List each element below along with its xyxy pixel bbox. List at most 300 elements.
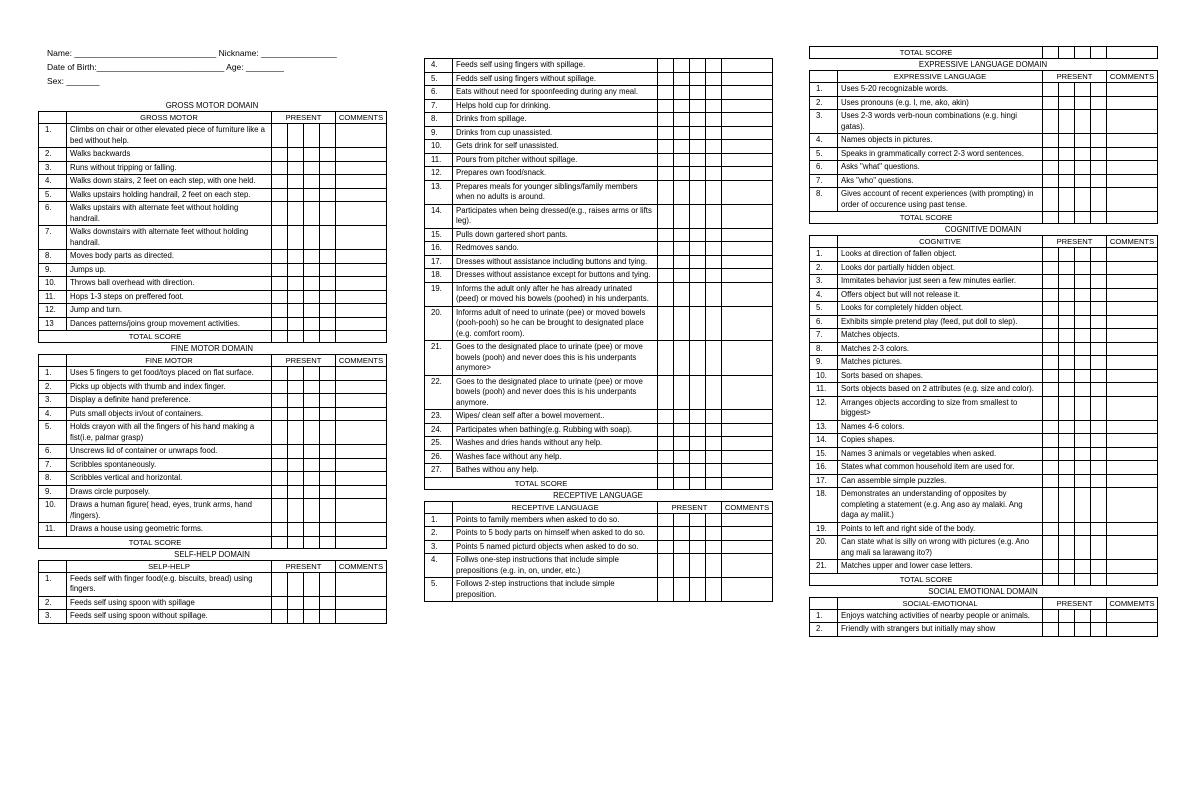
- present-check-cell[interactable]: [1075, 396, 1091, 420]
- present-check-cell[interactable]: [304, 394, 320, 408]
- present-check-cell[interactable]: [1059, 383, 1075, 397]
- present-check-cell[interactable]: [304, 407, 320, 421]
- comments-cell[interactable]: [1107, 329, 1158, 343]
- present-check-cell[interactable]: [320, 331, 336, 343]
- present-check-cell[interactable]: [272, 572, 288, 596]
- present-check-cell[interactable]: [658, 153, 674, 167]
- present-check-cell[interactable]: [674, 306, 690, 341]
- present-check-cell[interactable]: [288, 226, 304, 250]
- present-check-cell[interactable]: [674, 423, 690, 437]
- present-check-cell[interactable]: [674, 464, 690, 478]
- present-check-cell[interactable]: [658, 204, 674, 228]
- present-check-cell[interactable]: [288, 536, 304, 548]
- present-check-cell[interactable]: [1091, 161, 1107, 175]
- present-check-cell[interactable]: [272, 485, 288, 499]
- present-check-cell[interactable]: [288, 202, 304, 226]
- present-check-cell[interactable]: [706, 269, 722, 283]
- comments-cell[interactable]: [336, 188, 387, 202]
- present-check-cell[interactable]: [690, 477, 706, 489]
- present-check-cell[interactable]: [1043, 396, 1059, 420]
- present-check-cell[interactable]: [690, 269, 706, 283]
- present-check-cell[interactable]: [1043, 261, 1059, 275]
- present-check-cell[interactable]: [658, 126, 674, 140]
- present-check-cell[interactable]: [1075, 329, 1091, 343]
- present-check-cell[interactable]: [1059, 573, 1075, 585]
- present-check-cell[interactable]: [706, 341, 722, 376]
- present-check-cell[interactable]: [304, 263, 320, 277]
- present-check-cell[interactable]: [1043, 174, 1059, 188]
- present-check-cell[interactable]: [288, 367, 304, 381]
- comments-cell[interactable]: [1107, 174, 1158, 188]
- present-check-cell[interactable]: [288, 610, 304, 624]
- comments-cell[interactable]: [722, 228, 773, 242]
- present-check-cell[interactable]: [1043, 474, 1059, 488]
- present-check-cell[interactable]: [1091, 573, 1107, 585]
- comments-cell[interactable]: [1107, 356, 1158, 370]
- present-check-cell[interactable]: [1075, 447, 1091, 461]
- present-check-cell[interactable]: [1075, 420, 1091, 434]
- comments-cell[interactable]: [1107, 315, 1158, 329]
- present-check-cell[interactable]: [1059, 623, 1075, 637]
- present-check-cell[interactable]: [706, 180, 722, 204]
- present-check-cell[interactable]: [690, 167, 706, 181]
- comments-cell[interactable]: [1107, 369, 1158, 383]
- comments-cell[interactable]: [336, 277, 387, 291]
- present-check-cell[interactable]: [1043, 383, 1059, 397]
- present-check-cell[interactable]: [674, 228, 690, 242]
- present-check-cell[interactable]: [1043, 188, 1059, 212]
- present-check-cell[interactable]: [690, 554, 706, 578]
- present-check-cell[interactable]: [288, 148, 304, 162]
- present-check-cell[interactable]: [674, 204, 690, 228]
- present-check-cell[interactable]: [320, 380, 336, 394]
- present-check-cell[interactable]: [1043, 447, 1059, 461]
- present-check-cell[interactable]: [1059, 461, 1075, 475]
- present-check-cell[interactable]: [1075, 248, 1091, 262]
- present-check-cell[interactable]: [272, 304, 288, 318]
- comments-cell[interactable]: [336, 124, 387, 148]
- present-check-cell[interactable]: [1091, 396, 1107, 420]
- present-check-cell[interactable]: [674, 180, 690, 204]
- present-check-cell[interactable]: [304, 367, 320, 381]
- present-check-cell[interactable]: [272, 499, 288, 523]
- present-check-cell[interactable]: [690, 540, 706, 554]
- present-check-cell[interactable]: [272, 202, 288, 226]
- present-check-cell[interactable]: [272, 610, 288, 624]
- present-check-cell[interactable]: [658, 140, 674, 154]
- present-check-cell[interactable]: [1075, 342, 1091, 356]
- present-check-cell[interactable]: [658, 99, 674, 113]
- present-check-cell[interactable]: [1059, 434, 1075, 448]
- present-check-cell[interactable]: [304, 380, 320, 394]
- present-check-cell[interactable]: [288, 290, 304, 304]
- present-check-cell[interactable]: [272, 124, 288, 148]
- present-check-cell[interactable]: [1043, 560, 1059, 574]
- present-check-cell[interactable]: [272, 445, 288, 459]
- present-check-cell[interactable]: [690, 513, 706, 527]
- present-check-cell[interactable]: [1059, 96, 1075, 110]
- present-check-cell[interactable]: [304, 331, 320, 343]
- present-check-cell[interactable]: [288, 263, 304, 277]
- comments-cell[interactable]: [336, 499, 387, 523]
- present-check-cell[interactable]: [320, 202, 336, 226]
- present-check-cell[interactable]: [1075, 315, 1091, 329]
- present-check-cell[interactable]: [674, 113, 690, 127]
- present-check-cell[interactable]: [1043, 522, 1059, 536]
- present-check-cell[interactable]: [272, 472, 288, 486]
- present-check-cell[interactable]: [272, 188, 288, 202]
- present-check-cell[interactable]: [320, 188, 336, 202]
- present-check-cell[interactable]: [304, 445, 320, 459]
- present-check-cell[interactable]: [1059, 420, 1075, 434]
- present-check-cell[interactable]: [706, 578, 722, 602]
- present-check-cell[interactable]: [1043, 329, 1059, 343]
- present-check-cell[interactable]: [674, 513, 690, 527]
- present-check-cell[interactable]: [320, 458, 336, 472]
- present-check-cell[interactable]: [272, 596, 288, 610]
- present-check-cell[interactable]: [1059, 147, 1075, 161]
- present-check-cell[interactable]: [288, 445, 304, 459]
- comments-cell[interactable]: [336, 596, 387, 610]
- present-check-cell[interactable]: [658, 450, 674, 464]
- comments-cell[interactable]: [1107, 434, 1158, 448]
- comments-cell[interactable]: [722, 282, 773, 306]
- present-check-cell[interactable]: [1043, 315, 1059, 329]
- present-check-cell[interactable]: [706, 464, 722, 478]
- present-check-cell[interactable]: [272, 394, 288, 408]
- present-check-cell[interactable]: [320, 536, 336, 548]
- present-check-cell[interactable]: [1075, 522, 1091, 536]
- present-check-cell[interactable]: [1091, 288, 1107, 302]
- present-check-cell[interactable]: [1059, 342, 1075, 356]
- comments-cell[interactable]: [722, 578, 773, 602]
- present-check-cell[interactable]: [1075, 434, 1091, 448]
- present-check-cell[interactable]: [674, 153, 690, 167]
- present-check-cell[interactable]: [658, 113, 674, 127]
- present-check-cell[interactable]: [1043, 134, 1059, 148]
- present-check-cell[interactable]: [706, 282, 722, 306]
- present-check-cell[interactable]: [658, 423, 674, 437]
- comments-cell[interactable]: [722, 464, 773, 478]
- present-check-cell[interactable]: [320, 407, 336, 421]
- present-check-cell[interactable]: [288, 485, 304, 499]
- present-check-cell[interactable]: [304, 175, 320, 189]
- present-check-cell[interactable]: [1059, 134, 1075, 148]
- present-check-cell[interactable]: [690, 255, 706, 269]
- comments-cell[interactable]: [1107, 420, 1158, 434]
- present-check-cell[interactable]: [1091, 212, 1107, 224]
- comments-cell[interactable]: [336, 572, 387, 596]
- present-check-cell[interactable]: [1075, 147, 1091, 161]
- present-check-cell[interactable]: [1043, 488, 1059, 523]
- comments-cell[interactable]: [1107, 396, 1158, 420]
- comments-cell[interactable]: [722, 99, 773, 113]
- present-check-cell[interactable]: [1059, 536, 1075, 560]
- comments-cell[interactable]: [722, 423, 773, 437]
- present-check-cell[interactable]: [320, 421, 336, 445]
- comments-cell[interactable]: [1107, 83, 1158, 97]
- present-check-cell[interactable]: [1091, 623, 1107, 637]
- comments-cell[interactable]: [336, 421, 387, 445]
- present-check-cell[interactable]: [304, 226, 320, 250]
- present-check-cell[interactable]: [658, 59, 674, 73]
- present-check-cell[interactable]: [1091, 342, 1107, 356]
- present-check-cell[interactable]: [706, 153, 722, 167]
- present-check-cell[interactable]: [1091, 522, 1107, 536]
- present-check-cell[interactable]: [658, 513, 674, 527]
- present-check-cell[interactable]: [658, 375, 674, 410]
- comments-cell[interactable]: [336, 317, 387, 331]
- present-check-cell[interactable]: [1075, 356, 1091, 370]
- present-check-cell[interactable]: [1043, 110, 1059, 134]
- present-check-cell[interactable]: [1059, 369, 1075, 383]
- present-check-cell[interactable]: [658, 477, 674, 489]
- present-check-cell[interactable]: [706, 113, 722, 127]
- comments-cell[interactable]: [1107, 188, 1158, 212]
- present-check-cell[interactable]: [320, 250, 336, 264]
- comments-cell[interactable]: [1107, 488, 1158, 523]
- present-check-cell[interactable]: [288, 421, 304, 445]
- present-check-cell[interactable]: [674, 375, 690, 410]
- present-check-cell[interactable]: [674, 437, 690, 451]
- present-check-cell[interactable]: [1091, 447, 1107, 461]
- present-check-cell[interactable]: [1075, 47, 1091, 59]
- present-check-cell[interactable]: [1091, 369, 1107, 383]
- present-check-cell[interactable]: [690, 282, 706, 306]
- present-check-cell[interactable]: [320, 367, 336, 381]
- present-check-cell[interactable]: [320, 394, 336, 408]
- present-check-cell[interactable]: [690, 527, 706, 541]
- present-check-cell[interactable]: [1059, 474, 1075, 488]
- present-check-cell[interactable]: [706, 126, 722, 140]
- present-check-cell[interactable]: [658, 540, 674, 554]
- present-check-cell[interactable]: [658, 72, 674, 86]
- present-check-cell[interactable]: [304, 610, 320, 624]
- comments-cell[interactable]: [1107, 522, 1158, 536]
- present-check-cell[interactable]: [1043, 342, 1059, 356]
- present-check-cell[interactable]: [272, 148, 288, 162]
- present-check-cell[interactable]: [320, 317, 336, 331]
- present-check-cell[interactable]: [1075, 161, 1091, 175]
- present-check-cell[interactable]: [674, 86, 690, 100]
- present-check-cell[interactable]: [690, 153, 706, 167]
- present-check-cell[interactable]: [320, 304, 336, 318]
- present-check-cell[interactable]: [1059, 174, 1075, 188]
- present-check-cell[interactable]: [272, 380, 288, 394]
- present-check-cell[interactable]: [288, 407, 304, 421]
- present-check-cell[interactable]: [1075, 536, 1091, 560]
- present-check-cell[interactable]: [1091, 134, 1107, 148]
- present-check-cell[interactable]: [272, 263, 288, 277]
- comments-cell[interactable]: [722, 540, 773, 554]
- present-check-cell[interactable]: [658, 554, 674, 578]
- present-check-cell[interactable]: [1075, 474, 1091, 488]
- present-check-cell[interactable]: [690, 375, 706, 410]
- present-check-cell[interactable]: [674, 527, 690, 541]
- present-check-cell[interactable]: [272, 277, 288, 291]
- comments-cell[interactable]: [336, 226, 387, 250]
- present-check-cell[interactable]: [658, 464, 674, 478]
- present-check-cell[interactable]: [706, 527, 722, 541]
- present-check-cell[interactable]: [658, 437, 674, 451]
- comments-cell[interactable]: [722, 72, 773, 86]
- present-check-cell[interactable]: [320, 161, 336, 175]
- comments-cell[interactable]: [722, 375, 773, 410]
- present-check-cell[interactable]: [1075, 96, 1091, 110]
- present-check-cell[interactable]: [706, 99, 722, 113]
- present-check-cell[interactable]: [288, 596, 304, 610]
- present-check-cell[interactable]: [674, 255, 690, 269]
- present-check-cell[interactable]: [1043, 356, 1059, 370]
- present-check-cell[interactable]: [1075, 609, 1091, 623]
- present-check-cell[interactable]: [304, 472, 320, 486]
- present-check-cell[interactable]: [1059, 110, 1075, 134]
- present-check-cell[interactable]: [288, 161, 304, 175]
- present-check-cell[interactable]: [304, 304, 320, 318]
- comments-cell[interactable]: [336, 536, 387, 548]
- present-check-cell[interactable]: [1091, 383, 1107, 397]
- present-check-cell[interactable]: [658, 527, 674, 541]
- present-check-cell[interactable]: [272, 331, 288, 343]
- present-check-cell[interactable]: [1075, 302, 1091, 316]
- present-check-cell[interactable]: [706, 242, 722, 256]
- comments-cell[interactable]: [1107, 275, 1158, 289]
- comments-cell[interactable]: [336, 290, 387, 304]
- comments-cell[interactable]: [336, 380, 387, 394]
- comments-cell[interactable]: [722, 180, 773, 204]
- present-check-cell[interactable]: [690, 437, 706, 451]
- present-check-cell[interactable]: [706, 167, 722, 181]
- comments-cell[interactable]: [336, 458, 387, 472]
- present-check-cell[interactable]: [674, 282, 690, 306]
- present-check-cell[interactable]: [1075, 261, 1091, 275]
- present-check-cell[interactable]: [1075, 369, 1091, 383]
- present-check-cell[interactable]: [1091, 47, 1107, 59]
- present-check-cell[interactable]: [1059, 161, 1075, 175]
- comments-cell[interactable]: [1107, 474, 1158, 488]
- present-check-cell[interactable]: [288, 499, 304, 523]
- present-check-cell[interactable]: [1059, 302, 1075, 316]
- present-check-cell[interactable]: [690, 113, 706, 127]
- present-check-cell[interactable]: [1091, 560, 1107, 574]
- present-check-cell[interactable]: [1059, 83, 1075, 97]
- present-check-cell[interactable]: [304, 277, 320, 291]
- comments-cell[interactable]: [1107, 342, 1158, 356]
- comments-cell[interactable]: [1107, 302, 1158, 316]
- present-check-cell[interactable]: [1043, 434, 1059, 448]
- comments-cell[interactable]: [722, 126, 773, 140]
- comments-cell[interactable]: [1107, 623, 1158, 637]
- present-check-cell[interactable]: [658, 242, 674, 256]
- comments-cell[interactable]: [1107, 110, 1158, 134]
- comments-cell[interactable]: [336, 445, 387, 459]
- present-check-cell[interactable]: [674, 450, 690, 464]
- present-check-cell[interactable]: [1059, 248, 1075, 262]
- comments-cell[interactable]: [722, 513, 773, 527]
- present-check-cell[interactable]: [1091, 356, 1107, 370]
- comments-cell[interactable]: [336, 367, 387, 381]
- present-check-cell[interactable]: [674, 477, 690, 489]
- comments-cell[interactable]: [722, 204, 773, 228]
- comments-cell[interactable]: [1107, 609, 1158, 623]
- comments-cell[interactable]: [722, 153, 773, 167]
- present-check-cell[interactable]: [1059, 560, 1075, 574]
- present-check-cell[interactable]: [320, 148, 336, 162]
- comments-cell[interactable]: [336, 175, 387, 189]
- present-check-cell[interactable]: [1075, 560, 1091, 574]
- present-check-cell[interactable]: [320, 277, 336, 291]
- present-check-cell[interactable]: [1059, 212, 1075, 224]
- present-check-cell[interactable]: [690, 204, 706, 228]
- present-check-cell[interactable]: [674, 269, 690, 283]
- present-check-cell[interactable]: [658, 180, 674, 204]
- present-check-cell[interactable]: [658, 86, 674, 100]
- comments-cell[interactable]: [1107, 47, 1158, 59]
- present-check-cell[interactable]: [690, 578, 706, 602]
- present-check-cell[interactable]: [1043, 212, 1059, 224]
- present-check-cell[interactable]: [658, 228, 674, 242]
- present-check-cell[interactable]: [1059, 447, 1075, 461]
- present-check-cell[interactable]: [304, 290, 320, 304]
- present-check-cell[interactable]: [1059, 288, 1075, 302]
- present-check-cell[interactable]: [706, 306, 722, 341]
- present-check-cell[interactable]: [304, 250, 320, 264]
- present-check-cell[interactable]: [1091, 474, 1107, 488]
- present-check-cell[interactable]: [288, 472, 304, 486]
- comments-cell[interactable]: [336, 472, 387, 486]
- present-check-cell[interactable]: [690, 86, 706, 100]
- present-check-cell[interactable]: [690, 180, 706, 204]
- comments-cell[interactable]: [1107, 248, 1158, 262]
- present-check-cell[interactable]: [1075, 275, 1091, 289]
- present-check-cell[interactable]: [1091, 488, 1107, 523]
- present-check-cell[interactable]: [304, 596, 320, 610]
- comments-cell[interactable]: [722, 341, 773, 376]
- present-check-cell[interactable]: [690, 450, 706, 464]
- present-check-cell[interactable]: [288, 572, 304, 596]
- present-check-cell[interactable]: [706, 140, 722, 154]
- present-check-cell[interactable]: [272, 367, 288, 381]
- comments-cell[interactable]: [722, 242, 773, 256]
- present-check-cell[interactable]: [706, 554, 722, 578]
- present-check-cell[interactable]: [272, 536, 288, 548]
- present-check-cell[interactable]: [320, 596, 336, 610]
- present-check-cell[interactable]: [304, 572, 320, 596]
- comments-cell[interactable]: [336, 250, 387, 264]
- present-check-cell[interactable]: [1059, 609, 1075, 623]
- present-check-cell[interactable]: [706, 437, 722, 451]
- comments-cell[interactable]: [722, 306, 773, 341]
- present-check-cell[interactable]: [706, 255, 722, 269]
- present-check-cell[interactable]: [1091, 174, 1107, 188]
- present-check-cell[interactable]: [1043, 96, 1059, 110]
- present-check-cell[interactable]: [1043, 536, 1059, 560]
- present-check-cell[interactable]: [1075, 461, 1091, 475]
- present-check-cell[interactable]: [1043, 47, 1059, 59]
- comments-cell[interactable]: [336, 610, 387, 624]
- present-check-cell[interactable]: [288, 331, 304, 343]
- present-check-cell[interactable]: [706, 59, 722, 73]
- comments-cell[interactable]: [1107, 288, 1158, 302]
- present-check-cell[interactable]: [320, 485, 336, 499]
- present-check-cell[interactable]: [1091, 609, 1107, 623]
- present-check-cell[interactable]: [1043, 369, 1059, 383]
- present-check-cell[interactable]: [304, 536, 320, 548]
- present-check-cell[interactable]: [320, 610, 336, 624]
- present-check-cell[interactable]: [1043, 573, 1059, 585]
- present-check-cell[interactable]: [320, 175, 336, 189]
- present-check-cell[interactable]: [272, 407, 288, 421]
